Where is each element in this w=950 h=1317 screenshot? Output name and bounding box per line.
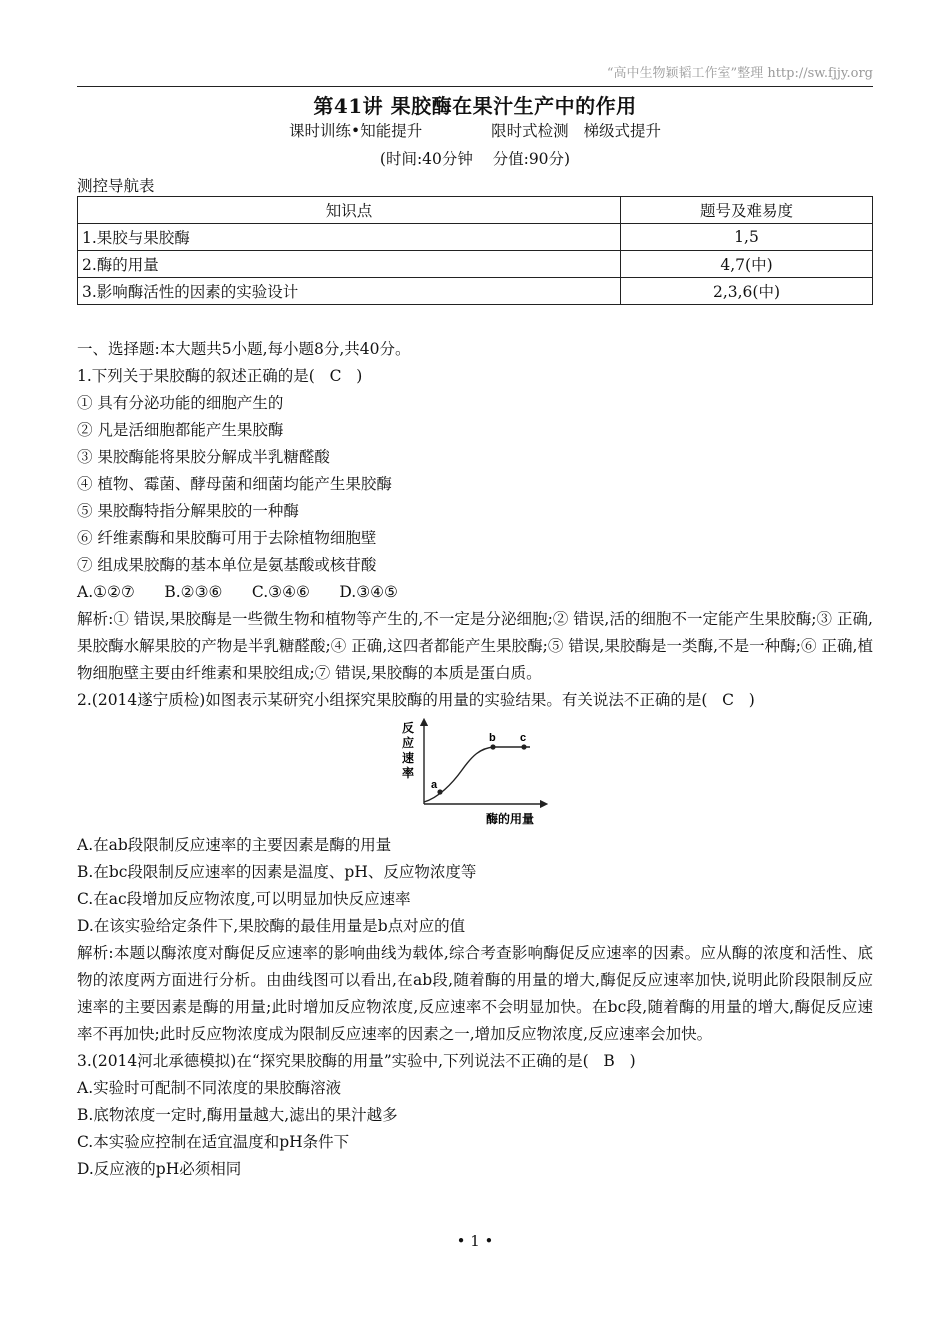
statement-item: ④ 植物、霉菌、酵母菌和细菌均能产生果胶酶 xyxy=(77,475,392,493)
nav-table-header: 知识点 xyxy=(78,197,621,224)
nav-table-header: 题号及难易度 xyxy=(621,197,873,224)
statement-item: ③ 果胶酶能将果胶分解成半乳糖醛酸 xyxy=(77,448,330,466)
question-1-analysis: 解析:① 错误,果胶酶是一些微生物和植物等产生的,不一定是分泌细胞;② 错误,活的细胞不一定能产生果胶酶;③ 正确,果胶酶水解果胶的产物是半乳糖醛酸;④ 正确,这四者都能产生果胶酶;⑤ 错误,果胶酶是一类酶,不是一种酶;⑥ 正确,植物细胞壁主要由纤维素和果胶组成;⑦ 错误,果胶酶的本质是蛋白质。 xyxy=(77,610,873,682)
question-2-figure xyxy=(77,714,873,832)
y-axis-label: 反 xyxy=(402,721,415,735)
table-row xyxy=(78,278,873,305)
statement-item: ⑥ 纤维素酶和果胶酶可用于去除植物细胞壁 xyxy=(77,529,377,547)
option-item: D.在该实验给定条件下,果胶酶的最佳用量是b点对应的值 xyxy=(77,917,466,935)
point-a xyxy=(437,789,442,794)
time-score-line: (时间:40分钟 分值:90分) xyxy=(379,150,571,168)
question-1-stem: 1.下列关于果胶酶的叙述正确的是( C ) xyxy=(77,367,363,385)
table-cell: 4,7(中) xyxy=(621,251,873,278)
y-axis-label: 应 xyxy=(402,736,415,750)
option-item: C.在ac段增加反应物浓度,可以明显加快反应速率 xyxy=(77,890,411,908)
page-subtitle: 课时训练•知能提升 限时式检测 梯级式提升 xyxy=(289,122,661,140)
header-note: “高中生物颖韬工作室”整理 http://sw.fjjy.org xyxy=(606,66,873,81)
page-number: • 1 • xyxy=(456,1232,494,1250)
table-row xyxy=(78,224,873,251)
table-cell: 1,5 xyxy=(621,224,873,251)
question-content xyxy=(77,336,873,1183)
point-c xyxy=(521,744,526,749)
header-rule xyxy=(77,86,873,87)
table-cell: 3.影响酶活性的因素的实验设计 xyxy=(78,278,621,305)
question-2-stem: 2.(2014遂宁质检)如图表示某研究小组探究果胶酶的用量的实验结果。有关说法不正确的是( C ) xyxy=(77,691,755,709)
y-axis-label: 率 xyxy=(402,766,415,780)
table-row xyxy=(78,251,873,278)
point-label-a: a xyxy=(431,779,438,791)
nav-table-label: 测控导航表 xyxy=(77,177,155,195)
option-item: C.本实验应控制在适宜温度和pH条件下 xyxy=(77,1133,350,1151)
statement-item: ⑤ 果胶酶特指分解果胶的一种酶 xyxy=(77,502,299,520)
question-1-options: A.①②⑦ B.②③⑥ C.③④⑥ D.③④⑤ xyxy=(77,583,398,601)
statement-item: ⑦ 组成果胶酶的基本单位是氨基酸或核苷酸 xyxy=(77,556,377,574)
enzyme-rate-curve xyxy=(372,716,552,828)
point-b xyxy=(490,744,495,749)
question-3-stem: 3.(2014河北承德模拟)在“探究果胶酶的用量”实验中,下列说法不正确的是( B ) xyxy=(77,1052,636,1070)
point-label-c: c xyxy=(520,732,527,744)
section-title: 一、选择题:本大题共5小题,每小题8分,共40分。 xyxy=(77,340,411,358)
point-label-b: b xyxy=(489,732,496,744)
y-axis-label: 速 xyxy=(402,751,415,765)
option-item: D.反应液的pH必须相同 xyxy=(77,1160,242,1178)
option-item: A.实验时可配制不同浓度的果胶酶溶液 xyxy=(77,1079,342,1097)
option-item: B.底物浓度一定时,酶用量越大,滤出的果汁越多 xyxy=(77,1106,398,1124)
option-item: B.在bc段限制反应速率的因素是温度、pH、反应物浓度等 xyxy=(77,863,477,881)
table-cell: 2,3,6(中) xyxy=(621,278,873,305)
x-axis-label: 酶的用量 xyxy=(486,812,535,826)
table-cell: 1.果胶与果胶酶 xyxy=(78,224,621,251)
question-2-analysis: 解析:本题以酶浓度对酶促反应速率的影响曲线为载体,综合考查影响酶促反应速率的因素。应从酶的浓度和活性、底物的浓度两方面进行分析。由曲线图可以看出,在ab段,随着酶的用量的增大,酶促反应速率加快,说明此阶段限制反应速率的主要因素是酶的用量;此时增加反应物浓度,反应速率不会明显加快。在bc段,随着酶的用量的增大,酶促反应速率不再加快;此时反应物浓度成为限制反应速率的因素之一,增加反应物浓度,反应速率会加快。 xyxy=(77,944,873,1043)
table-cell: 2.酶的用量 xyxy=(78,251,621,278)
page-title: 第41讲 果胶酶在果汁生产中的作用 xyxy=(313,94,637,118)
nav-table xyxy=(77,196,873,305)
statement-item: ② 凡是活细胞都能产生果胶酶 xyxy=(77,421,284,439)
option-item: A.在ab段限制反应速率的主要因素是酶的用量 xyxy=(77,836,392,854)
nav-table-header-row xyxy=(78,197,873,224)
statement-item: ① 具有分泌功能的细胞产生的 xyxy=(77,394,284,412)
